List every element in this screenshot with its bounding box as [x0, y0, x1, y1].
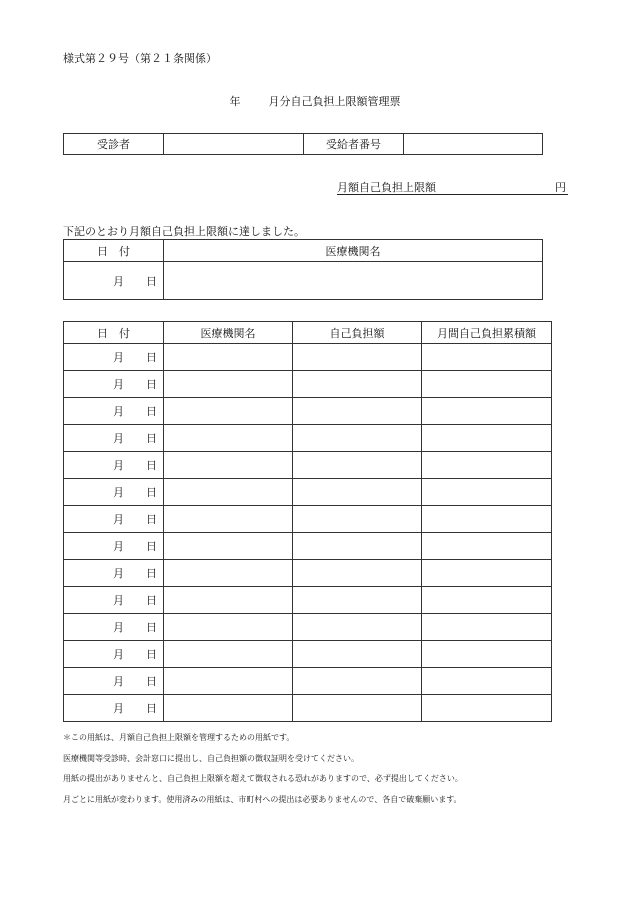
ledger-cumulative-cell[interactable] [422, 614, 552, 641]
ledger-copay-cell[interactable] [293, 614, 422, 641]
ledger-institution-cell[interactable] [164, 344, 293, 371]
ledger-cumulative-cell[interactable] [422, 533, 552, 560]
ledger-date-cell[interactable]: 月 日 [64, 479, 164, 506]
ledger-copay-cell[interactable] [293, 668, 422, 695]
ledger-row [64, 371, 552, 398]
ledger-institution-cell[interactable] [164, 587, 293, 614]
reach-date-cell[interactable]: 月 日 [64, 262, 164, 300]
ledger-institution-cell[interactable] [164, 425, 293, 452]
ledger-institution-cell[interactable] [164, 371, 293, 398]
ledger-row [64, 506, 552, 533]
form-title [0, 93, 630, 109]
ledger-institution-cell[interactable] [164, 668, 293, 695]
ledger-date-cell[interactable]: 月 日 [64, 398, 164, 425]
title-text: 月分自己負担上限額管理票 [268, 95, 401, 108]
ledger-date-cell[interactable]: 月 日 [64, 695, 164, 722]
ledger-copay-cell[interactable] [293, 479, 422, 506]
ledger-copay-cell[interactable] [293, 344, 422, 371]
ledger-cumulative-cell[interactable] [422, 398, 552, 425]
ledger-institution-cell[interactable] [164, 506, 293, 533]
ledger-copay-cell[interactable] [293, 533, 422, 560]
ledger-date-cell[interactable]: 月 日 [64, 425, 164, 452]
ledger-date-cell[interactable]: 月 日 [64, 371, 164, 398]
ledger-cumulative-cell[interactable] [422, 479, 552, 506]
ledger-institution-cell[interactable] [164, 614, 293, 641]
ledger-row [64, 425, 552, 452]
ledger-cumulative-cell[interactable] [422, 344, 552, 371]
ledger-cumulative-cell[interactable] [422, 668, 552, 695]
ledger-row [64, 614, 552, 641]
note-purpose: ＊この用紙は、月額自己負担上限額を管理するための用紙です。 [63, 733, 295, 742]
monthly-limit-unit: 円 [555, 181, 566, 194]
ledger-institution-cell[interactable] [164, 398, 293, 425]
ledger-copay-cell[interactable] [293, 560, 422, 587]
recipient-field[interactable] [164, 134, 304, 155]
ledger-copay-cell[interactable] [293, 506, 422, 533]
ledger-copay-cell[interactable] [293, 371, 422, 398]
form-number: 様式第２９号（第２１条関係） [63, 52, 217, 65]
reach-institution-cell[interactable] [164, 262, 543, 300]
ledger-cumulative-cell[interactable] [422, 371, 552, 398]
reach-col-institution: 医療機関名 [164, 240, 543, 262]
ledger-col-institution: 医療機関名 [164, 322, 293, 344]
ledger-cumulative-cell[interactable] [422, 695, 552, 722]
note-must-submit: 用紙の提出がありませんと、自己負担上限額を超えて徴収される恐れがありますので、必ず提出してください。 [63, 774, 463, 783]
ledger-date-cell[interactable]: 月 日 [64, 506, 164, 533]
ledger-date-cell[interactable]: 月 日 [64, 587, 164, 614]
ledger-col-cumulative: 月間自己負担累積額 [422, 322, 552, 344]
recipient-number-field[interactable] [404, 134, 543, 155]
monthly-limit-label: 月額自己負担上限額 [337, 181, 436, 194]
ledger-body [64, 344, 552, 722]
ledger-institution-cell[interactable] [164, 452, 293, 479]
ledger-institution-cell[interactable] [164, 479, 293, 506]
ledger-cumulative-cell[interactable] [422, 641, 552, 668]
reach-col-date: 日 付 [64, 240, 164, 262]
ledger-institution-cell[interactable] [164, 560, 293, 587]
ledger-institution-cell[interactable] [164, 533, 293, 560]
ledger-row [64, 587, 552, 614]
ledger-cumulative-cell[interactable] [422, 452, 552, 479]
ledger-copay-cell[interactable] [293, 425, 422, 452]
ledger-row [64, 641, 552, 668]
ledger-row [64, 398, 552, 425]
ledger-date-cell[interactable]: 月 日 [64, 560, 164, 587]
recipient-label: 受診者 [64, 134, 164, 155]
ledger-copay-cell[interactable] [293, 587, 422, 614]
ledger-table [63, 321, 552, 722]
ledger-date-cell[interactable]: 月 日 [64, 668, 164, 695]
ledger-date-cell[interactable]: 月 日 [64, 344, 164, 371]
ledger-col-copay: 自己負担額 [293, 322, 422, 344]
ledger-cumulative-cell[interactable] [422, 506, 552, 533]
ledger-row [64, 560, 552, 587]
ledger-row [64, 668, 552, 695]
ledger-col-date: 日 付 [64, 322, 164, 344]
ledger-cumulative-cell[interactable] [422, 425, 552, 452]
ledger-row [64, 452, 552, 479]
title-year-label: 年 [229, 95, 241, 108]
ledger-date-cell[interactable]: 月 日 [64, 452, 164, 479]
note-monthly-form: 月ごとに用紙が変わります。使用済みの用紙は、市町村への提出は必要ありませんので、各自で破棄願います。 [63, 795, 462, 804]
ledger-copay-cell[interactable] [293, 452, 422, 479]
ledger-row [64, 533, 552, 560]
ledger-copay-cell[interactable] [293, 695, 422, 722]
patient-info-table [63, 133, 543, 155]
ledger-copay-cell[interactable] [293, 641, 422, 668]
limit-reached-table [63, 239, 543, 300]
ledger-cumulative-cell[interactable] [422, 560, 552, 587]
recipient-number-label: 受給者番号 [304, 134, 404, 155]
ledger-date-cell[interactable]: 月 日 [64, 641, 164, 668]
limit-reached-notice: 下記のとおり月額自己負担上限額に達しました。 [63, 225, 305, 238]
ledger-date-cell[interactable]: 月 日 [64, 533, 164, 560]
ledger-date-cell[interactable]: 月 日 [64, 614, 164, 641]
ledger-cumulative-cell[interactable] [422, 587, 552, 614]
monthly-limit-line[interactable] [337, 179, 568, 195]
note-submit-at-counter: 医療機関等受診時、会計窓口に提出し、自己負担額の徴収証明を受けてください。 [63, 754, 359, 763]
ledger-row [64, 479, 552, 506]
ledger-row [64, 344, 552, 371]
ledger-copay-cell[interactable] [293, 398, 422, 425]
ledger-institution-cell[interactable] [164, 641, 293, 668]
ledger-row [64, 695, 552, 722]
ledger-institution-cell[interactable] [164, 695, 293, 722]
